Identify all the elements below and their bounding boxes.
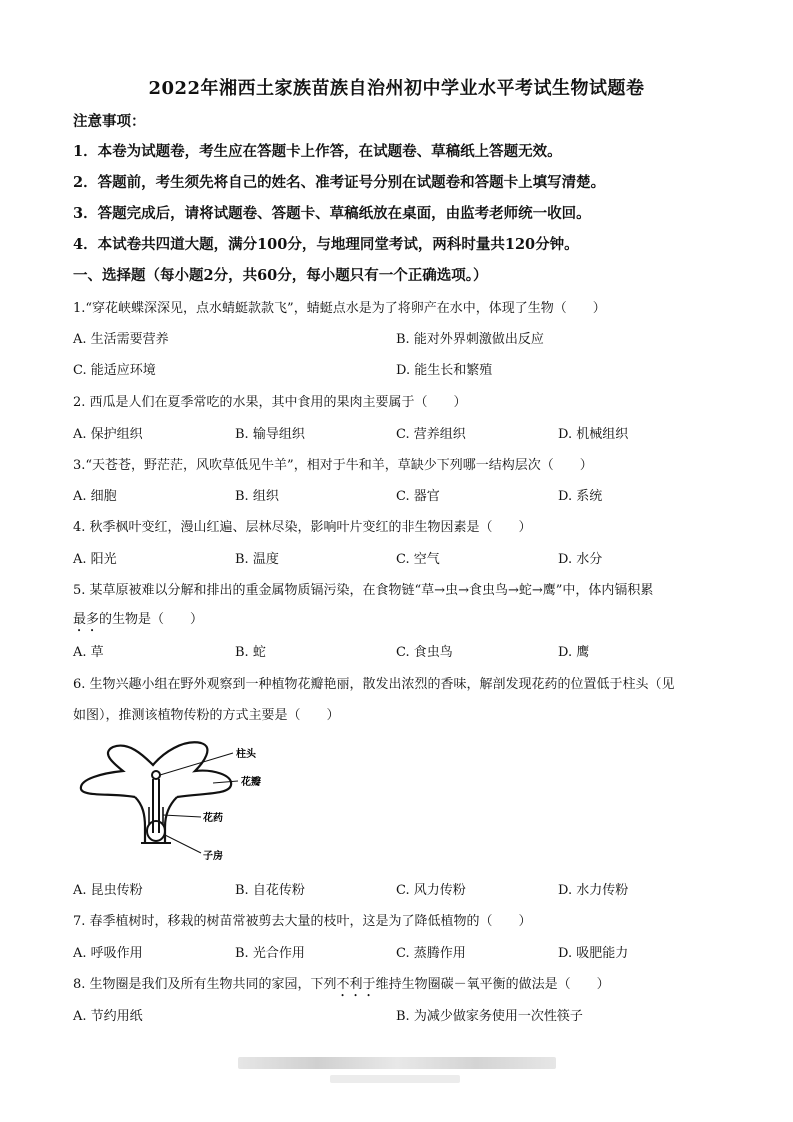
q4-option-d: D. 水分 (558, 552, 603, 567)
stigma (152, 771, 160, 779)
q1-option-b: B. 能对外界刺激做出反应 (396, 332, 544, 347)
notice-item-3: 3．答题完成后，请将试题卷、答题卡、草稿纸放在桌面，由监考老师统一收回。 (73, 205, 591, 222)
question-1-stem: 1.“穿花峡蝶深深见，点水蜻蜓款款飞”，蜻蜓点水是为了将卵产在水中，体现了生物（ ） (73, 301, 606, 316)
q6-option-b: B. 自花传粉 (235, 883, 305, 898)
q8-option-a: A. 节约用纸 (73, 1009, 143, 1024)
flower-diagram (73, 735, 293, 865)
q6-option-a: A. 昆虫传粉 (73, 883, 143, 898)
question-8-stem-pre: 8. 生物圈是我们及所有生物共同的家园，下列 (73, 977, 337, 992)
notice-item-2: 2．答题前，考生须先将自己的姓名、准考证号分别在试题卷和答题卡上填写清楚。 (73, 174, 606, 191)
label-stigma: 柱头 (236, 749, 256, 760)
section-heading: 一、选择题（每小题2分，共60分，每小题只有一个正确选项。） (73, 267, 488, 284)
q3-option-d: D. 系统 (558, 489, 603, 504)
q1-option-d: D. 能生长和繁殖 (396, 363, 493, 378)
notice-item-1: 1．本卷为试题卷，考生应在答题卡上作答，在试题卷、草稿纸上答题无效。 (73, 143, 562, 160)
q1-option-a: A. 生活需要营养 (73, 332, 169, 347)
q5-option-b: B. 蛇 (235, 645, 266, 660)
label-ovary: 子房 (203, 851, 223, 862)
ovary (147, 821, 165, 841)
q5-option-c: C. 食虫鸟 (396, 645, 453, 660)
question-7-stem: 7. 春季植树时，移栽的树苗常被剪去大量的枝叶，这是为了降低植物的（ ） (73, 914, 532, 929)
petal-outline (81, 742, 231, 797)
q2-option-c: C. 营养组织 (396, 427, 466, 442)
question-6-stem-line2: 如图），推测该植物传粉的方式主要是（ ） (73, 708, 340, 723)
q2-option-a: A. 保护组织 (73, 427, 143, 442)
blurred-footer-sub (330, 1075, 460, 1083)
q4-option-b: B. 温度 (235, 552, 279, 567)
q7-option-a: A. 呼吸作用 (73, 946, 143, 961)
q8-option-b: B. 为减少做家务使用一次性筷子 (396, 1009, 583, 1024)
question-5-stem-line1: 5. 某草原被难以分解和排出的重金属物质镉污染，在食物链“草→虫→食虫鸟→蛇→鹰”中，体内镉积累 (73, 583, 654, 598)
q4-option-a: A. 阳光 (73, 552, 117, 567)
q3-option-a: A. 细胞 (73, 489, 117, 504)
notice-heading: 注意事项： (73, 113, 146, 130)
q2-option-d: D. 机械组织 (558, 427, 629, 442)
question-4-stem: 4. 秋季枫叶变红，漫山红遍、层林尽染，影响叶片变红的非生物因素是（ ） (73, 520, 532, 535)
question-8-stem (73, 973, 610, 1000)
q6-option-c: C. 风力传粉 (396, 883, 466, 898)
q7-option-c: C. 蒸腾作用 (396, 946, 466, 961)
label-anther: 花药 (203, 813, 223, 824)
question-8-stem-post: 维持生物圈碳－氧平衡的做法是（ ） (375, 977, 610, 992)
q3-option-c: C. 器官 (396, 489, 440, 504)
label-petal: 花瓣 (241, 777, 261, 788)
q1-option-c: C. 能适应环境 (73, 363, 156, 378)
q6-option-d: D. 水力传粉 (558, 883, 629, 898)
notice-item-4: 4．本试卷共四道大题，满分100分，与地理同堂考试，两科时量共120分钟。 (73, 236, 579, 253)
question-3-stem: 3.“天苍苍，野茫茫，风吹草低见牛羊”，相对于牛和羊，草缺少下列哪一结构层次（ ） (73, 458, 593, 473)
emphasized-text: 不利于 (336, 977, 376, 992)
q5-option-a: A. 草 (73, 645, 104, 660)
q3-option-b: B. 组织 (235, 489, 279, 504)
question-5-stem-line2 (73, 608, 203, 635)
q4-option-c: C. 空气 (396, 552, 440, 567)
question-2-stem: 2. 西瓜是人们在夏季常吃的水果，其中食用的果肉主要属于（ ） (73, 395, 467, 410)
q7-option-b: B. 光合作用 (235, 946, 305, 961)
question-6-stem-line1: 6. 生物兴趣小组在野外观察到一种植物花瓣艳丽，散发出浓烈的香味，解剖发现花药的位置低于柱头（见 (73, 677, 675, 692)
q2-option-b: B. 输导组织 (235, 427, 305, 442)
q7-option-d: D. 吸肥能力 (558, 946, 629, 961)
question-5-stem-rest: 的生物是（ ） (99, 612, 204, 627)
page-title: 2022年湘西土家族苗族自治州初中学业水平考试生物试题卷 (148, 78, 645, 99)
blurred-footer (238, 1057, 556, 1069)
q5-option-d: D. 鹰 (558, 645, 590, 660)
emphasized-text: 最多 (73, 612, 100, 627)
